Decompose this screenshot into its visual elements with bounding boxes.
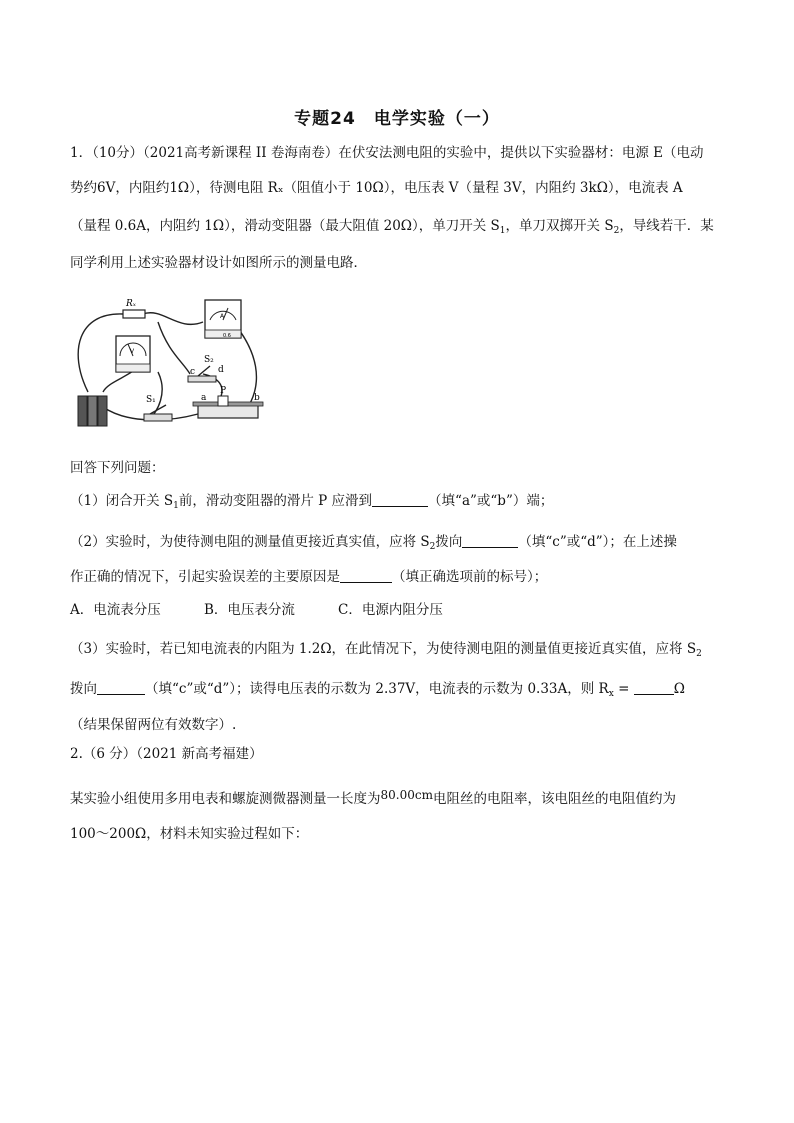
q1-part-2-text-a: （2）实验时，为使待测电阻的测量值更接近真实值，应将 S	[70, 534, 430, 550]
q1-part-1-text-d: （填“a”或“b”）端；	[428, 493, 554, 509]
q2-line-1	[70, 785, 730, 809]
answer-intro: 回答下列问题：	[70, 460, 165, 476]
s2-subscript-p2: 2	[429, 542, 436, 552]
label-a: a	[201, 393, 207, 403]
rx-subscript: x	[608, 689, 614, 699]
label-s1: S₁	[146, 395, 156, 405]
q1-part-2-text-c: 拨向	[435, 534, 463, 550]
answer-blank-1[interactable]	[372, 492, 428, 507]
switch-s1	[144, 414, 172, 421]
wire-rx-s2	[158, 322, 190, 374]
q1-line-3	[70, 216, 730, 241]
q1-part-1-text-c: 前，滑动变阻器的滑片 P 应滑到	[178, 493, 373, 509]
label-ammeter: A	[220, 313, 225, 320]
q2-line-1-text-c: 电阻丝的电阻率，该电阻丝的电阻值约为	[432, 791, 676, 807]
equals-sign: =	[613, 681, 634, 697]
rheostat-slider	[218, 396, 228, 406]
page-title: 专题24 电学实验（一）	[294, 109, 500, 129]
q1-part-1	[70, 491, 730, 516]
option-c: C．电源内阻分压	[338, 602, 443, 618]
q2-heading: 2.（6 分）（2021 新高考福建）	[70, 746, 263, 762]
q1-part-2-text-e: 作正确的情况下，引起实验误差的主要原因是	[70, 569, 340, 585]
q1-part-3-cont	[70, 679, 730, 704]
q2-line-2-text-b: ，材料未知实验过程如下：	[146, 826, 309, 842]
option-a: A．电流表分压	[70, 602, 161, 618]
q2-length-value: 80.00cm	[380, 788, 433, 802]
label-d: d	[218, 365, 224, 375]
answer-blank-3[interactable]	[340, 568, 392, 583]
q2-resistance-range: 100～200Ω	[70, 826, 147, 842]
q1-line-2: 势约6V，内阻约1Ω），待测电阻 Rₓ（阻值小于 10Ω），电压表 V（量程 3V，内阻约 3kΩ），电流表 A	[70, 180, 683, 196]
q1-part-2	[70, 532, 730, 557]
label-s2: S₂	[204, 355, 214, 365]
s1-subscript-p1: 1	[173, 501, 179, 511]
options-row	[70, 600, 730, 620]
answer-blank-5[interactable]	[634, 680, 674, 695]
answer-blank-4[interactable]	[97, 680, 145, 695]
q1-line-3-part-c: ，单刀双掷开关 S	[505, 218, 614, 234]
q2-line-1-text-a: 某实验小组使用多用电表和螺旋测微器测量一长度为	[70, 791, 381, 807]
q1-part-3-text-d: （填“c”或“d”）；读得电压表的示数为 2.37V，电流表的示数为 0.33A，则 R	[145, 681, 609, 697]
ohm-unit: Ω	[673, 681, 685, 697]
label-rx: Rₓ	[126, 299, 136, 309]
s1-subscript: 1	[499, 226, 506, 236]
q1-part-3-text-a: （3）实验时，若已知电流表的内阻为 1.2Ω，在此情况下，为使待测电阻的测量值更接近真实值，应将 S	[70, 641, 697, 657]
answer-blank-2[interactable]	[462, 533, 518, 548]
wire-top	[143, 313, 203, 325]
label-ammeter-range: 0.6	[223, 333, 231, 339]
circuit-diagram	[68, 292, 268, 432]
label-b: b	[254, 393, 260, 403]
q1-line-4: 同学利用上述实验器材设计如图所示的测量电路．	[70, 255, 367, 271]
label-c: c	[190, 367, 196, 377]
q1-line-3-part-a: （量程 0.6A，内阻约 1Ω），滑动变阻器（最大阻值 20Ω），单刀开关 S	[70, 218, 500, 234]
q1-part-1-text-a: （1）闭合开关 S	[70, 493, 174, 509]
q1-part-3	[70, 639, 730, 664]
q1-part-3-text-c: 拨向	[70, 681, 97, 697]
q1-line-3-part-e: ，导线若干．某	[619, 218, 714, 234]
label-voltmeter: V	[130, 348, 135, 355]
q1-part-2-text-f: （填正确选项前的标号）；	[392, 569, 548, 585]
q1-part-2-cont	[70, 567, 730, 587]
label-p: P	[220, 386, 227, 396]
option-b: B．电压表分流	[204, 602, 295, 618]
q1-part-2-text-d: （填“c”或“d”）；在上述操	[518, 534, 677, 550]
q1-line-1: 1．（10分）（2021高考新课程 II 卷海南卷）在伏安法测电阻的实验中，提供以下实验器材：电源 E（电动	[70, 145, 704, 161]
s2-subscript: 2	[613, 226, 620, 236]
q1-part-3-note: （结果保留两位有效数字）.	[70, 717, 237, 733]
s2-subscript-p3: 2	[696, 649, 702, 659]
battery	[78, 396, 107, 426]
resistor-rx	[123, 310, 145, 318]
q2-line-2	[70, 824, 730, 844]
